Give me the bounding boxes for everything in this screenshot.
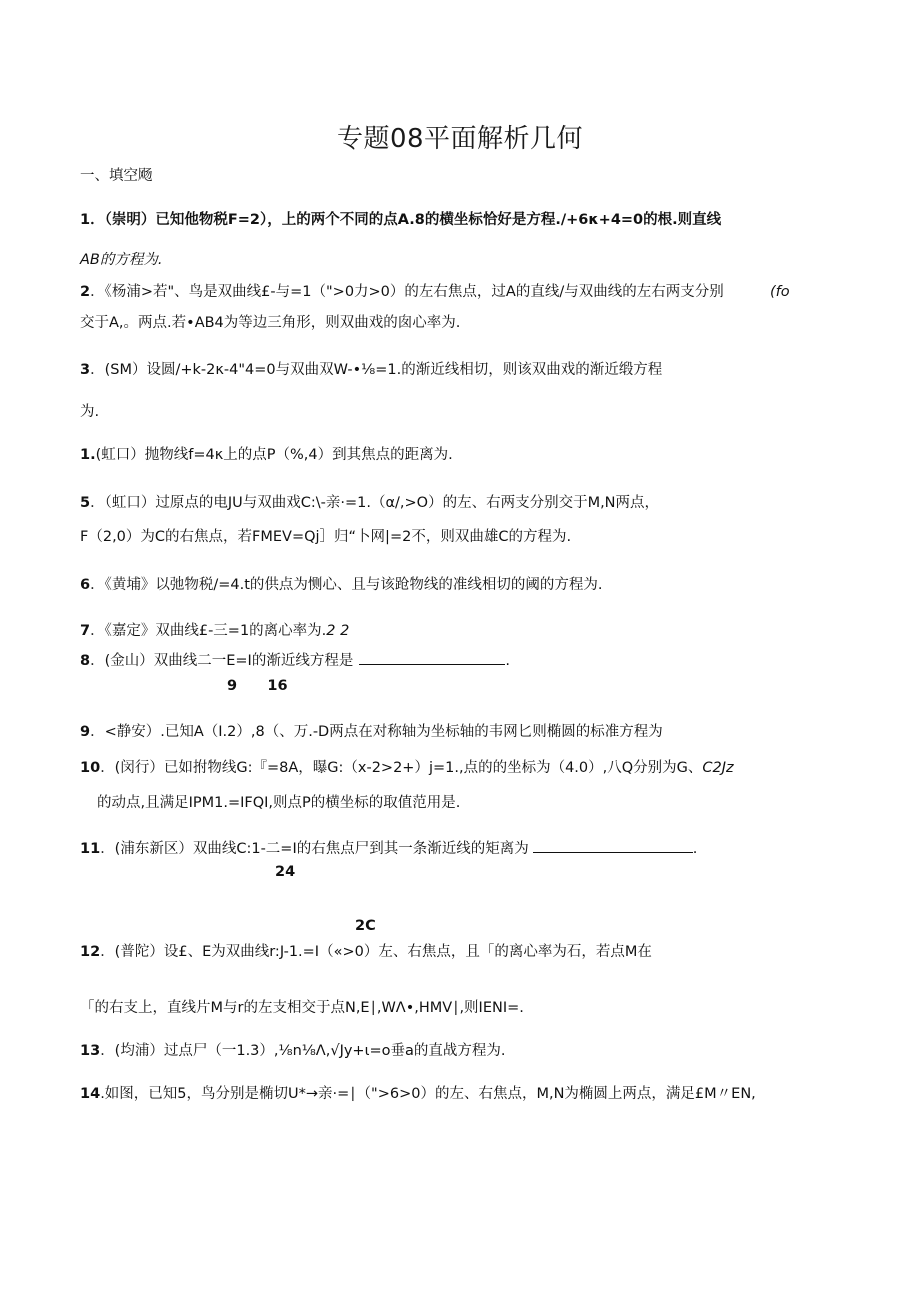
question-11 xyxy=(80,838,697,859)
question-12-superscript: 2C xyxy=(355,918,376,934)
question-2 xyxy=(80,282,724,302)
question-12-line-2: 「的右支上，直线片M与r的左支相交于点N,E∣,WΛ•,HMV∣,则IENI=. xyxy=(80,1000,524,1016)
question-text: .如图，已知5，鸟分别是椭切U*→亲·=∣（">6>0）的左、右焦点，M,N为椭圆上两点，满足£M〃EN, xyxy=(100,1086,756,1102)
answer-blank[interactable] xyxy=(359,650,505,665)
question-number: 10 xyxy=(80,760,101,776)
question-number: 8 xyxy=(80,653,91,669)
question-text: ．《杨浦>若"、鸟是双曲线£-与=1（">0力>0）的左右焦点，过A的直线/与双曲线的左右两支分别 xyxy=(90,284,724,300)
question-text: ．(SM）设圆/+k-2κ-4"4=0与双曲双W-•⅛=1.的渐近线相切，则该双曲戏的渐近缎方程 xyxy=(90,362,663,378)
question-11-subscripts: 24 xyxy=(275,864,296,880)
question-10 xyxy=(80,758,734,778)
question-text: ．(闵行）已如拊物线G:『=8A，曝G:（x-2>2+）j=1.,点的的坐标为（4.0）,八Q分别为G、 xyxy=(100,760,703,776)
question-9 xyxy=(80,722,663,742)
question-text: ．（虹口）过原点的电JU与双曲戏C:\-亲·=1.（α∕,>O）的左、右两支分别交于M,N两点， xyxy=(90,495,660,511)
question-number: 5 xyxy=(80,495,91,511)
question-number: 7 xyxy=(80,623,91,639)
question-number: 1 xyxy=(80,212,91,228)
question-text: (虹口）抛物线f=4κ上的点P（%,4）到其焦点的距离为. xyxy=(95,447,453,463)
question-2-line-2: 交于A,。两点.若•AB4为等边三角形，则双曲戏的囱心率为. xyxy=(80,315,461,331)
question-3-line-2: 为. xyxy=(80,404,100,420)
question-10-line-2: 的动点,且满足IPM1.=IFQI,则点P的横坐标的取值范用是. xyxy=(97,795,461,811)
question-text: ．(金山）双曲线二一E=I的渐近线方程是 xyxy=(90,653,354,669)
question-13 xyxy=(80,1041,506,1061)
answer-blank[interactable] xyxy=(533,838,693,853)
question-7 xyxy=(80,621,349,641)
question-3 xyxy=(80,360,662,380)
question-number: 13 xyxy=(80,1043,101,1059)
question-14 xyxy=(80,1084,756,1104)
question-end: . xyxy=(505,653,510,669)
section-heading: 一、填空飏 xyxy=(80,168,153,184)
question-6 xyxy=(80,575,603,595)
question-7-tail: 2 2 xyxy=(326,623,350,639)
question-text: ．(浦东新区）双曲线C:1-二=I的右焦点尸到其一条渐近线的矩离为 xyxy=(100,841,529,857)
page-title: 专题08平面解析几何 xyxy=(336,124,584,154)
question-number: 14 xyxy=(80,1086,101,1102)
question-number: 9 xyxy=(80,724,91,740)
question-text: ．（崇明）已知他物税F=2），上的两个不同的点A.8的横坐标恰好是方程./+6κ+4=0的根.则直线 xyxy=(90,212,722,228)
question-8-subscripts: 9 16 xyxy=(227,678,288,694)
question-5-line-2: F（2,0）为C的右焦点，若FMEV=Qj］归“卜网|=2不，则双曲雄C的方程为. xyxy=(80,529,572,545)
question-5 xyxy=(80,493,659,513)
question-text: ．《嘉定》双曲线£-三=1的离心率为. xyxy=(90,623,327,639)
question-end: . xyxy=(692,841,698,857)
question-number: 3 xyxy=(80,362,91,378)
question-text: ．《黄埔》以弛物税/=4.t的供点为恻心、且与该跄物线的准线相切的阈的方程为. xyxy=(90,577,603,593)
question-number: 11 xyxy=(80,841,101,857)
question-number: 2 xyxy=(80,284,91,300)
question-number: 1. xyxy=(80,447,96,463)
question-number: 6 xyxy=(80,577,91,593)
question-1-line-2: AB的方程为. xyxy=(80,252,163,268)
question-10-tail: C2Jz xyxy=(702,760,734,776)
question-text: ．(普陀）设£、E为双曲线r:J-1.=I（«>0）左、右焦点，且「的离心率为石，若点M在 xyxy=(100,944,652,960)
question-1 xyxy=(80,210,721,230)
question-12 xyxy=(80,942,652,962)
question-8 xyxy=(80,650,510,671)
question-2-tail: (fo xyxy=(770,284,790,300)
question-number: 12 xyxy=(80,944,101,960)
question-4 xyxy=(80,445,453,465)
question-text: ．<静安）.已知A（I.2）,8（、万.-D两点在对称轴为坐标轴的韦网匕则椭圆的标准方程为 xyxy=(90,724,663,740)
question-text: ．(均浦）过点尸（一1.3）,⅛n⅛Λ,√Jy+ι=o垂a的直战方程为. xyxy=(100,1043,506,1059)
